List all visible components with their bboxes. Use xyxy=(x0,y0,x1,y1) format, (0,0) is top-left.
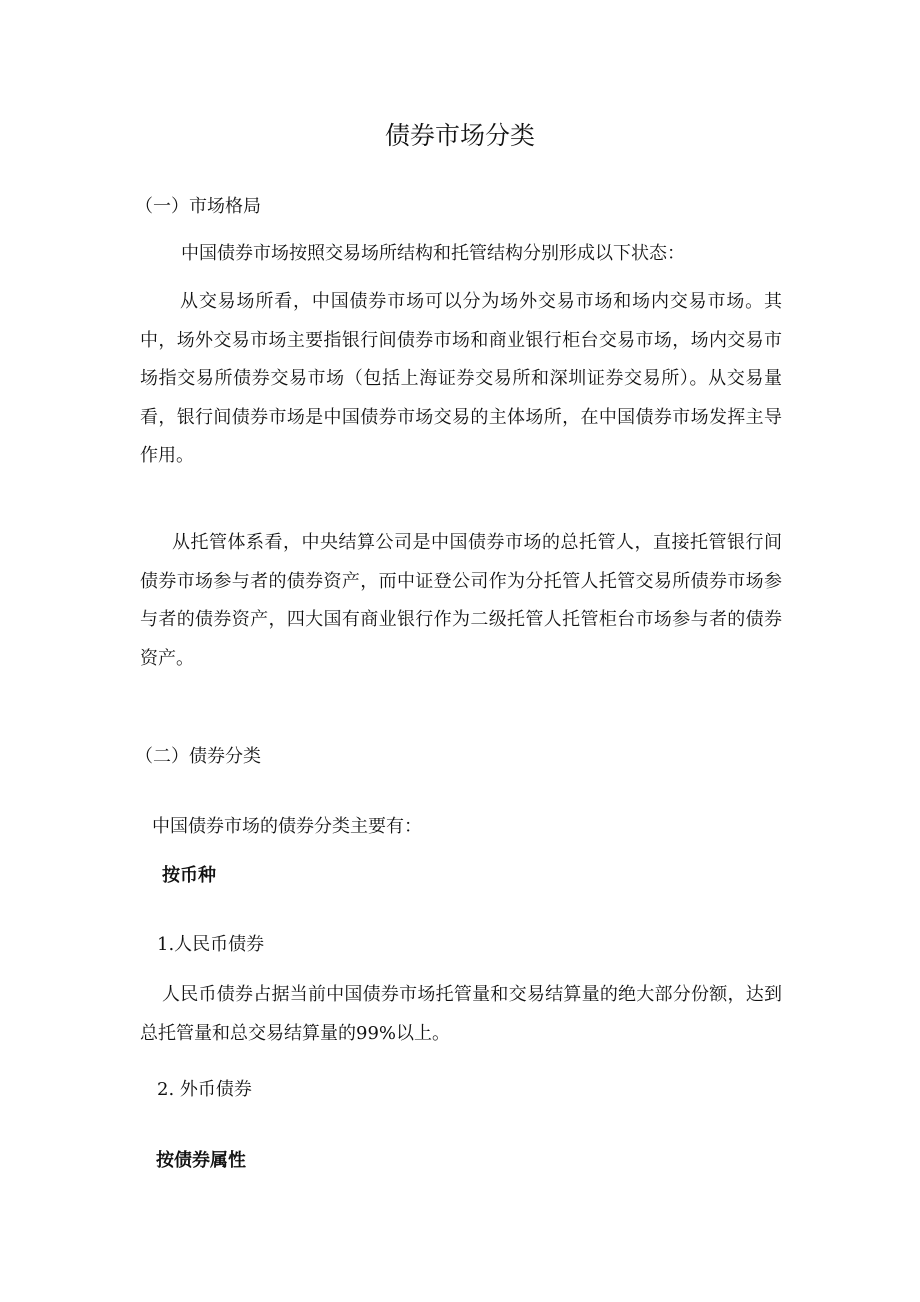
item-rmb-bonds-title: 1.人民币债券 xyxy=(157,934,265,955)
section2-intro: 中国债券市场的债券分类主要有： xyxy=(152,816,422,837)
subheading-by-bond-attribute: 按债券属性 xyxy=(156,1150,246,1171)
section1-heading: （一）市场格局 xyxy=(135,196,261,217)
section2-heading: （二）债券分类 xyxy=(135,746,261,767)
paragraph-rmb-bonds: 人民币债券占据当前中国债券市场托管量和交易结算量的绝大部分份额，达到总托管量和总交易结算量的99%以上。 xyxy=(140,984,782,1044)
document-title: 债券市场分类 xyxy=(384,121,535,150)
paragraph-custody-system: 从托管体系看，中央结算公司是中国债券市场的总托管人，直接托管银行间债券市场参与者的债券资产，而中证登公司作为分托管人托管交易所债券市场参与者的债券资产，四大国有商业银行作为二级托管人托管柜台市场参与者的债券资产。 xyxy=(140,532,782,669)
item-foreign-currency-bonds-title: 2. 外币债券 xyxy=(157,1079,252,1100)
subheading-by-currency: 按币种 xyxy=(162,865,216,886)
section1-intro: 中国债券市场按照交易场所结构和托管结构分别形成以下状态： xyxy=(181,243,685,264)
paragraph-trading-venues: 从交易场所看，中国债券市场可以分为场外交易市场和场内交易市场。其中，场外交易市场主要指银行间债券市场和商业银行柜台交易市场，场内交易市场指交易所债券交易市场（包括上海证券交易所和深圳证券交易所）。从交易量看，银行间债券市场是中国债券市场交易的主体场所，在中国债券市场发挥主导作用。 xyxy=(140,291,782,466)
